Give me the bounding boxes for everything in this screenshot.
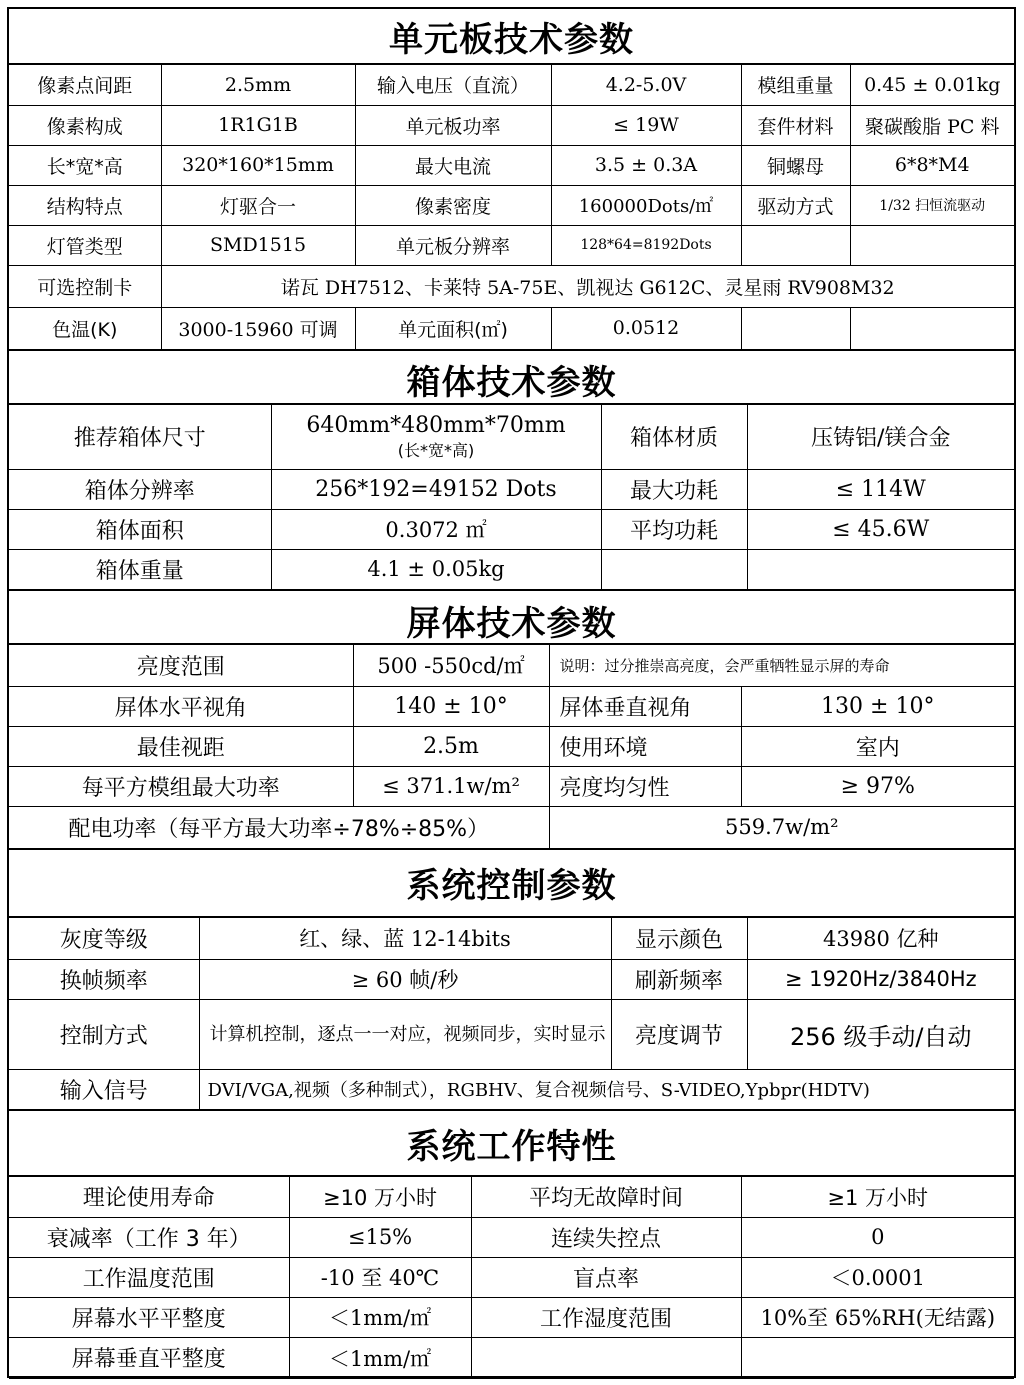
table-cell: ≤15% xyxy=(289,1217,471,1257)
table-cell: 灯管类型 xyxy=(9,225,161,265)
table-cell: 箱体面积 xyxy=(9,509,271,549)
cabinet-row-2 xyxy=(9,469,1014,509)
cabinet-row-3 xyxy=(9,509,1014,549)
screen-row-4 xyxy=(9,766,1014,806)
unit-row-7 xyxy=(9,307,1014,349)
table-cell: 箱体分辨率 xyxy=(9,469,271,509)
table-cell: 256 级手动/自动 xyxy=(747,999,1014,1069)
table-cell: 4.2-5.0V xyxy=(551,65,741,105)
table-cell: 工作温度范围 xyxy=(9,1257,289,1297)
table-cell: ≤ 19W xyxy=(551,105,741,145)
table-cell: 使用环境 xyxy=(549,726,741,766)
unit-section-title: 单元板技术参数 xyxy=(9,9,1014,65)
table-cell xyxy=(741,307,850,349)
screen-table xyxy=(9,645,1014,849)
table-cell: 最大功耗 xyxy=(601,469,747,509)
screen-row-power xyxy=(9,806,1014,848)
table-cell: 130 ± 10° xyxy=(741,686,1014,726)
table-cell: 10%至 65%RH(无结露) xyxy=(741,1297,1014,1337)
spec-sheet xyxy=(7,7,1016,1378)
table-cell: 2.5m xyxy=(353,726,549,766)
table-cell: 128*64=8192Dots xyxy=(551,225,741,265)
table-cell: 屏体水平视角 xyxy=(9,686,353,726)
table-cell: 箱体重量 xyxy=(9,549,271,589)
table-cell: 1R1G1B xyxy=(161,105,355,145)
table-cell: 4.1 ± 0.05kg xyxy=(271,549,601,589)
table-cell: 500 -550cd/㎡ xyxy=(353,645,549,686)
table-cell xyxy=(601,549,747,589)
table-cell: ≤ 45.6W xyxy=(747,509,1014,549)
unit-table xyxy=(9,65,1014,350)
unit-row-3 xyxy=(9,145,1014,185)
table-cell: ＜0.0001 xyxy=(741,1257,1014,1297)
cabinet-row-size xyxy=(9,405,1014,469)
table-cell: 平均无故障时间 xyxy=(471,1177,741,1217)
table-cell: 3000-15960 可调 xyxy=(161,307,355,349)
table-cell: 像素密度 xyxy=(355,185,551,225)
table-cell: -10 至 40℃ xyxy=(289,1257,471,1297)
work-row-4 xyxy=(9,1297,1014,1337)
table-cell: 320*160*15mm xyxy=(161,145,355,185)
table-cell: 140 ± 10° xyxy=(353,686,549,726)
unit-row-4 xyxy=(9,185,1014,225)
table-cell: 输入信号 xyxy=(9,1069,199,1109)
table-cell: 推荐箱体尺寸 xyxy=(9,405,271,469)
table-cell: 灰度等级 xyxy=(9,918,199,959)
table-cell: 最佳视距 xyxy=(9,726,353,766)
table-cell: 色温(K) xyxy=(9,307,161,349)
control-card-value: 诺瓦 DH7512、卡莱特 5A-75E、凯视达 G612C、灵星雨 RV908M32 xyxy=(161,265,1014,307)
table-cell: 每平方模组最大功率 xyxy=(9,766,353,806)
table-cell: 灯驱合一 xyxy=(161,185,355,225)
table-cell: ＜1mm/㎡ xyxy=(289,1297,471,1337)
table-cell: 长*宽*高 xyxy=(9,145,161,185)
table-cell: 铜螺母 xyxy=(741,145,850,185)
table-cell: ≥ 1920Hz/3840Hz xyxy=(747,959,1014,999)
table-cell: 0.45 ± 0.01kg xyxy=(850,65,1014,105)
table-cell: 43980 亿种 xyxy=(747,918,1014,959)
table-cell: 亮度均匀性 xyxy=(549,766,741,806)
table-cell: 换帧频率 xyxy=(9,959,199,999)
table-cell: 0 xyxy=(741,1217,1014,1257)
cabinet-size-value: 640mm*480mm*70mm xyxy=(306,413,566,439)
table-cell xyxy=(741,1337,1014,1378)
table-cell: 计算机控制，逐点一一对应，视频同步，实时显示 xyxy=(199,999,611,1069)
screen-section-title: 屏体技术参数 xyxy=(9,589,1014,645)
table-cell: 单元面积(㎡) xyxy=(355,307,551,349)
table-cell: 屏幕垂直平整度 xyxy=(9,1337,289,1378)
table-cell: ≤ 371.1w/m² xyxy=(353,766,549,806)
table-cell: 套件材料 xyxy=(741,105,850,145)
table-cell: 压铸铝/镁合金 xyxy=(747,405,1014,469)
table-cell: 衰减率（工作 3 年） xyxy=(9,1217,289,1257)
system-row-2 xyxy=(9,959,1014,999)
table-cell: 箱体材质 xyxy=(601,405,747,469)
table-cell: 连续失控点 xyxy=(471,1217,741,1257)
screen-row-brightness xyxy=(9,645,1014,686)
table-cell: 单元板功率 xyxy=(355,105,551,145)
table-cell: 2.5mm xyxy=(161,65,355,105)
table-cell: 256*192=49152 Dots xyxy=(271,469,601,509)
power-value: 559.7w/m² xyxy=(549,806,1014,848)
table-cell: 3.5 ± 0.3A xyxy=(551,145,741,185)
cabinet-row-4 xyxy=(9,549,1014,589)
control-card-label: 可选控制卡 xyxy=(9,265,161,307)
table-cell: ≥10 万小时 xyxy=(289,1177,471,1217)
system-table xyxy=(9,918,1014,1110)
table-cell: ≥1 万小时 xyxy=(741,1177,1014,1217)
table-cell: 屏体垂直视角 xyxy=(549,686,741,726)
power-label: 配电功率（每平方最大功率÷78%÷85%） xyxy=(9,806,549,848)
table-cell: 模组重量 xyxy=(741,65,850,105)
table-cell: 控制方式 xyxy=(9,999,199,1069)
table-cell xyxy=(850,307,1014,349)
unit-row-2 xyxy=(9,105,1014,145)
table-cell xyxy=(471,1337,741,1378)
table-cell: 6*8*M4 xyxy=(850,145,1014,185)
work-row-3 xyxy=(9,1257,1014,1297)
system-row-3 xyxy=(9,999,1014,1069)
table-cell: SMD1515 xyxy=(161,225,355,265)
table-cell xyxy=(850,225,1014,265)
table-cell: 160000Dots/㎡ xyxy=(551,185,741,225)
table-cell: ≤ 114W xyxy=(747,469,1014,509)
table-cell: 亮度范围 xyxy=(9,645,353,686)
table-cell: 结构特点 xyxy=(9,185,161,225)
table-cell: 单元板分辨率 xyxy=(355,225,551,265)
system-row-4 xyxy=(9,1069,1014,1109)
table-cell: 红、绿、蓝 12-14bits xyxy=(199,918,611,959)
table-cell: 室内 xyxy=(741,726,1014,766)
cabinet-table xyxy=(9,405,1014,590)
table-cell: 像素点间距 xyxy=(9,65,161,105)
table-cell: 屏幕水平平整度 xyxy=(9,1297,289,1337)
system-row-1 xyxy=(9,918,1014,959)
table-cell: 刷新频率 xyxy=(611,959,747,999)
table-cell: 最大电流 xyxy=(355,145,551,185)
screen-row-2 xyxy=(9,686,1014,726)
table-cell xyxy=(741,225,850,265)
table-cell: 输入电压（直流） xyxy=(355,65,551,105)
input-signal-value: DVI/VGA,视频（多种制式），RGBHV、复合视频信号、S-VIDEO,Ypbpr(HDTV) xyxy=(199,1069,1014,1109)
table-cell: 平均功耗 xyxy=(601,509,747,549)
table-cell xyxy=(747,549,1014,589)
cabinet-size-cell xyxy=(271,405,601,469)
table-cell: 驱动方式 xyxy=(741,185,850,225)
table-cell: 聚碳酸脂 PC 料 xyxy=(850,105,1014,145)
table-cell: ＜1mm/㎡ xyxy=(289,1337,471,1378)
table-cell: 工作湿度范围 xyxy=(471,1297,741,1337)
cabinet-size-note: (长*宽*高) xyxy=(397,440,475,460)
system-section-title: 系统控制参数 xyxy=(9,848,1014,918)
table-cell: 亮度调节 xyxy=(611,999,747,1069)
work-table xyxy=(9,1177,1014,1379)
table-cell: 理论使用寿命 xyxy=(9,1177,289,1217)
table-cell: 显示颜色 xyxy=(611,918,747,959)
unit-row-1 xyxy=(9,65,1014,105)
screen-row-3 xyxy=(9,726,1014,766)
brightness-note: 说明：过分推崇高亮度，会严重牺牲显示屏的寿命 xyxy=(549,645,1014,686)
table-cell: 0.0512 xyxy=(551,307,741,349)
table-cell: 1/32 扫恒流驱动 xyxy=(850,185,1014,225)
work-row-2 xyxy=(9,1217,1014,1257)
work-row-5 xyxy=(9,1337,1014,1378)
table-cell: 像素构成 xyxy=(9,105,161,145)
work-row-1 xyxy=(9,1177,1014,1217)
work-section-title: 系统工作特性 xyxy=(9,1109,1014,1177)
unit-row-5 xyxy=(9,225,1014,265)
unit-row-control-card xyxy=(9,265,1014,307)
table-cell: ≥ 60 帧/秒 xyxy=(199,959,611,999)
cabinet-section-title: 箱体技术参数 xyxy=(9,349,1014,405)
table-cell: ≥ 97% xyxy=(741,766,1014,806)
table-cell: 0.3072 ㎡ xyxy=(271,509,601,549)
table-cell: 盲点率 xyxy=(471,1257,741,1297)
